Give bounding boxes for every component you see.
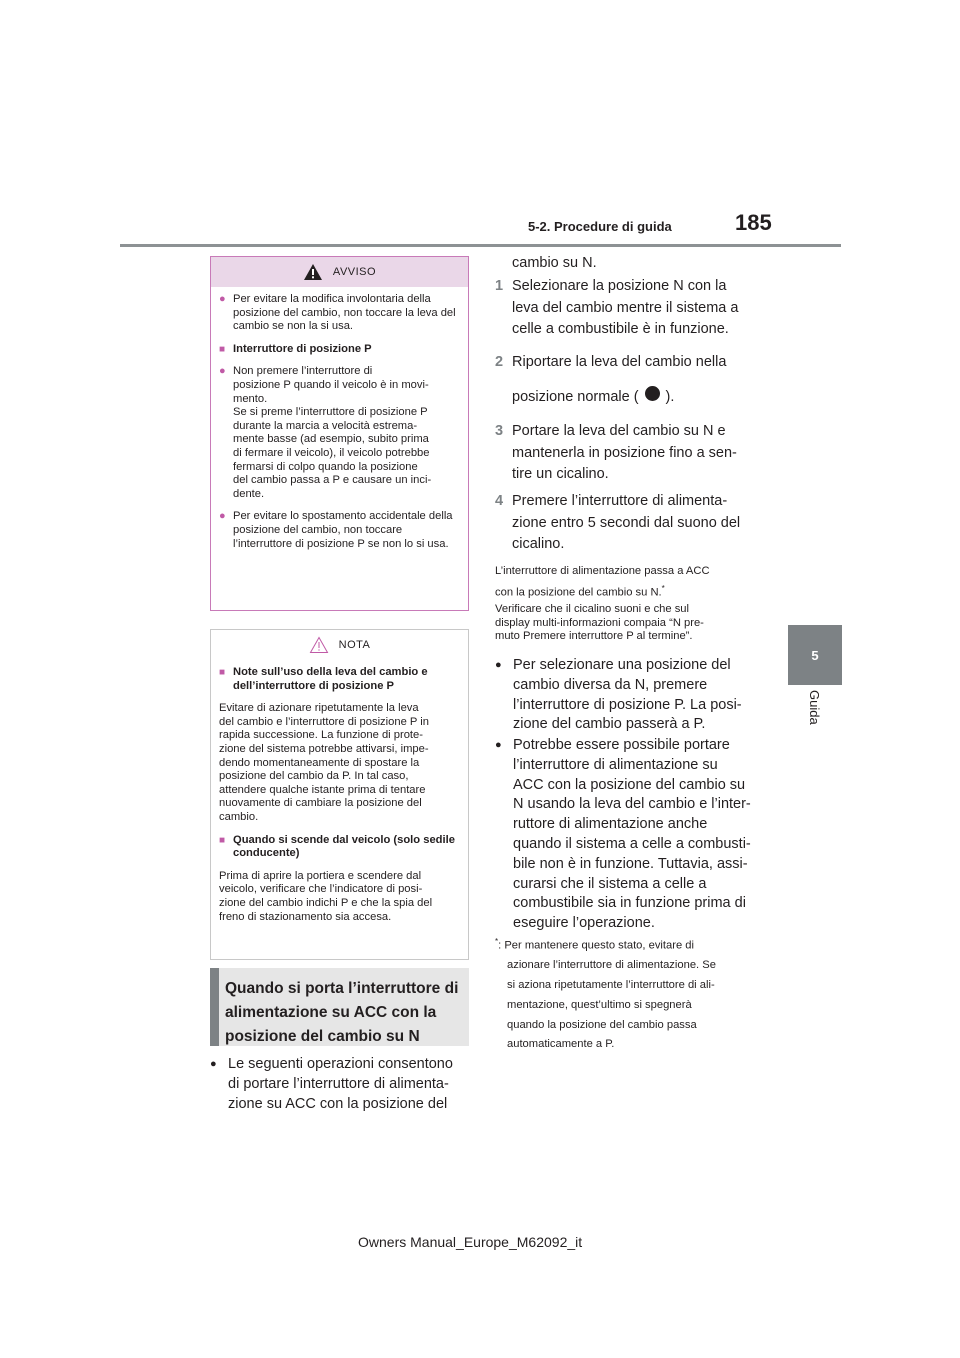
square-bullet-icon: ■ [219,667,226,678]
caution-triangle-icon [309,636,329,654]
bullet-icon: ● [210,1058,217,1070]
chapter-tab[interactable]: 5 [788,625,842,685]
lever-home-position-icon [645,386,660,401]
circle-bullet-icon: ● [219,510,226,523]
page-number: 185 [735,210,772,235]
note-paragraph: Evitare di azionare ripetutamente la leva del cambio e l’interruttore di posizione P in rapida successione. La funzione di prote- zione del sistema potrebbe attivarsi, impe- dendo momentaneamente di spostare la posizione del cambio da P. In tal caso, attendere qualche istante prima di tentare nuovamente di cambiare la posizione del cambio. [219,702,429,823]
step-4: 4 Premere l’interruttore di alimenta- zione entro 5 secondi dal suono del cicalino. [495,493,741,552]
list-item: ● Per selezionare una posizione del cambio diversa da N, premere l’interruttore di posizione P. La posi- zione del cambio passerà a P. [495,656,757,735]
warning-subheading: ■ Interruttore di posizione P [219,342,372,355]
square-bullet-icon: ■ [219,343,226,355]
warning-item: ● Per evitare la modifica involontaria della posizione del cambio, non toccare la leva del cambio se non la si usa. [219,293,456,333]
note-header [211,630,468,660]
note-text: L’interruttore di alimentazione passa a ACC con la posizione del cambio su N.* [495,565,710,599]
warning-triangle-icon [303,263,323,281]
note-subheading: ■ Note sull’uso della leva del cambio e dell’interruttore di posizione P [219,666,428,692]
circle-bullet-icon: ● [219,365,226,378]
footnote: *: Per mantenere questo stato, evitare di azionare l’interruttore di alimentazione. Se si aziona ripetutamente l’interruttore di ali- mentazione, quest’ultimo si spegnerà quando la posizione del cambio passa automaticamente a P. [495,937,716,1051]
warning-item: ● Per evitare lo spostamento accidentale della posizione del cambio, non toccare l’interruttore di posizione P se non lo si usa. [219,510,453,550]
note-subheading: ■ Quando si scende dal veicolo (solo sedile conducente) [219,833,455,860]
warning-title: AVVISO [332,266,377,278]
bullet-icon: ● [495,739,502,751]
continuation-text: cambio su N. [512,255,597,271]
note-paragraph: Prima di aprire la portiera e scendere dal veicolo, verificare che l’indicatore di posi- zione del cambio indichi P e che la spia del freno di stazionamento sia accesa. [219,869,433,923]
list-item: ● Potrebbe essere possibile portare l’interruttore di alimentazione su ACC con la posizione del cambio su N usando la leva del cambio e l’inter- ruttore di alimentazione anche quando il sistema a celle a combusti- bile non è in funzione. Tuttavia, assi- curarsi che il sistema a celle a combustibile sia in funzione prima di eseguire l’operazione. [495,736,757,934]
step-2: 2 Riportare la leva del cambio nella posizione normale ( ). [495,354,727,405]
note-box [210,629,469,960]
list-item: ● Le seguenti operazioni consentono di portare l’interruttore di alimenta- zione su ACC con la posizione del [210,1055,472,1114]
note-title: NOTA [338,639,371,651]
circle-bullet-icon: ● [219,293,226,305]
bullet-icon: ● [495,659,502,671]
section-title: 5-2. Procedure di guida [528,219,672,234]
step-1: 1 Selezionare la posizione N con la leva del cambio mentre il sistema a celle a combustibile è in funzione. [495,278,739,337]
note-text: Verificare che il cicalino suoni e che sul display multi-informazioni compaia “N pre- muto Premere interruttore P al termine”. [495,603,704,642]
section-heading: Quando si porta l’interruttore di alimentazione su ACC con la posizione del cambio su N [210,968,469,1046]
chapter-label-text: Guida [807,690,822,725]
warning-box [210,256,469,611]
warning-item: ● Non premere l’interruttore di posizione P quando il veicolo è in movi- mento. Se si preme l’interruttore di posizione P durante la marcia a velocità estrema- mente basse (ad esempio, subito prima di fermare il veicolo), il veicolo potrebbe fermarsi di colpo quando la posizione del cambio passa a P e causare un inci- dente. [219,365,432,500]
footer-text: Owners Manual_Europe_M62092_it [358,1234,583,1250]
chapter-label [800,690,830,750]
square-bullet-icon: ■ [219,834,226,846]
step-3: 3 Portare la leva del cambio su N e mantenerla in posizione fino a sen- tire un cicalino. [495,423,737,482]
warning-header [211,257,468,287]
header-rule [120,244,841,247]
